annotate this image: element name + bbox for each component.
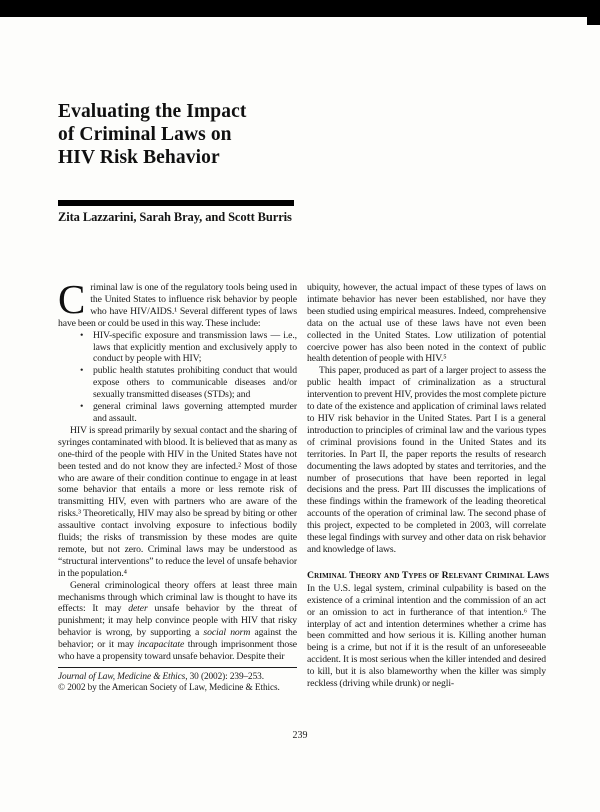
article-title-line-2: of Criminal Laws on <box>58 124 232 146</box>
bullet-icon: • <box>80 329 84 341</box>
italic-term-deter: deter <box>128 603 148 615</box>
paragraph-segment: unsafe behavior by the threat of punishment; it may help convince people with HIV that risky behavior is wrong, by supporting a <box>58 603 297 639</box>
journal-citation-footnote <box>58 667 297 695</box>
page-number: 239 <box>292 730 308 741</box>
scan-edge-artifact-top-right <box>587 0 600 25</box>
paragraph-intro <box>58 276 297 330</box>
paragraph-segment: through imprisonment those who have a propensity toward unsafe behavior. Despite their <box>58 639 297 663</box>
article-body <box>58 276 550 695</box>
section-heading-criminal-theory: Criminal Theory and Types of Relevant Criminal Laws <box>307 569 550 581</box>
dropcap-letter: C <box>58 276 86 322</box>
italic-term-social-norm: social norm <box>203 627 251 639</box>
paragraph-segment: General criminological theory offers at least three main mechanisms through which criminal law is thought to have its effects: It may <box>58 579 297 615</box>
list-item <box>58 365 297 401</box>
left-column <box>58 276 297 695</box>
article-title-line-3: HIV Risk Behavior <box>58 147 220 169</box>
author-byline: Zita Lazzarini, Sarah Bray, and Scott Burris <box>58 210 292 224</box>
copyright-line: © 2002 by the American Society of Law, Medicine & Ethics. <box>58 683 280 694</box>
italic-term-incapacitate: incapacitate <box>137 639 185 651</box>
list-item <box>58 401 297 425</box>
article-title <box>58 100 246 169</box>
list-item-text: public health statutes prohibiting conduct that would expose others to communicable diseases and/or sexually transmitted diseases (STDs); and <box>93 365 297 401</box>
list-item-text: HIV-specific exposure and transmission laws — i.e., laws that explicitly mention and exclusively apply to conduct by people with HIV; <box>93 329 297 365</box>
right-column <box>307 282 550 695</box>
law-types-list <box>58 330 297 425</box>
scan-edge-artifact-top <box>0 0 600 17</box>
list-item-text: general criminal laws governing attempted murder and assault. <box>93 401 297 424</box>
paragraph-this-paper: This paper, produced as part of a larger project to assess the public health impact of criminalization as a structural intervention to prevent HIV, provides the most complete picture to date of the existence and application of criminal laws related to HIV risk behavior in the United States. Part I is a general introduction to principles of criminal law and the various types of criminal provisions found in the United States and its territories. In Part II, the paper reports the results of research documenting the laws adopted by states and territories, and the number of prosecutions that have been reported in legal decisions and the press. Part III discusses the implications of these findings within the framework of the leading theoretical accounts of the operation of criminal law. The second phase of this project, expected to be completed in 2003, will correlate these legal findings with survey and other data on risk behavior and knowledge of laws. <box>307 365 546 555</box>
paragraph-criminological-theory <box>58 580 297 663</box>
paragraph-hiv-spread: HIV is spread primarily by sexual contact and the sharing of syringes contaminated with blood. It is believed that as many as one-third of the people with HIV in the United States have not been tested and do not know they are infected.² Most of those who are aware of their condition continue to engage in at least some behavior that entails a more or less remote risk of transmitting HIV, even with partners who are aware of the risks.³ Theoretically, HIV may also be spread by biting or other assaultive contact involving exposure to infectious bodily fluids; the risks of transmission by these modes are quite remote, but not zero. Criminal laws may be understood as “structural interventions” to reduce the level of unsafe behavior in the population.⁴ <box>58 424 297 579</box>
journal-name-italic: Journal of Law, Medicine & Ethics <box>58 672 186 682</box>
paragraph-intro-text: riminal law is one of the regulatory tools being used in the United States to influence risk behavior by people who have HIV/AIDS.¹ Several different types of laws have been or could be used in this way. These include: <box>58 282 297 329</box>
list-item <box>58 330 297 366</box>
paragraph-segment: against the behavior; or it may <box>58 627 297 651</box>
paragraph-legal-system: In the U.S. legal system, criminal culpability is based on the existence of a criminal intention and the commission of an act or an omission to act in furtherance of that intention.⁶ The interplay of act and intention determines whether a crime has been committed and how serious it is. Killing another human being is a crime, but not if it is the result of an unforeseeable accident. It is most serious when the killer intended and desired to kill, but it is also blameworthy when the killer was simply reckless (driving while drunk) or negli- <box>307 582 546 690</box>
bullet-icon: • <box>80 365 84 377</box>
citation-volume-pages: , 30 (2002): 239–253. <box>185 672 264 682</box>
bullet-icon: • <box>80 401 84 413</box>
author-divider-bar <box>58 200 294 206</box>
article-title-line-1: Evaluating the Impact <box>58 101 247 123</box>
paragraph-ubiquity: ubiquity, however, the actual impact of these types of laws on intimate behavior has never been established, nor have they been studied using empirical measures. Indeed, comprehensive data on the actual use of these laws have not even been collected in the United States. Low utilization of potential coercive power has also been noted in the context of public health detention of people with HIV.⁵ <box>307 282 546 365</box>
